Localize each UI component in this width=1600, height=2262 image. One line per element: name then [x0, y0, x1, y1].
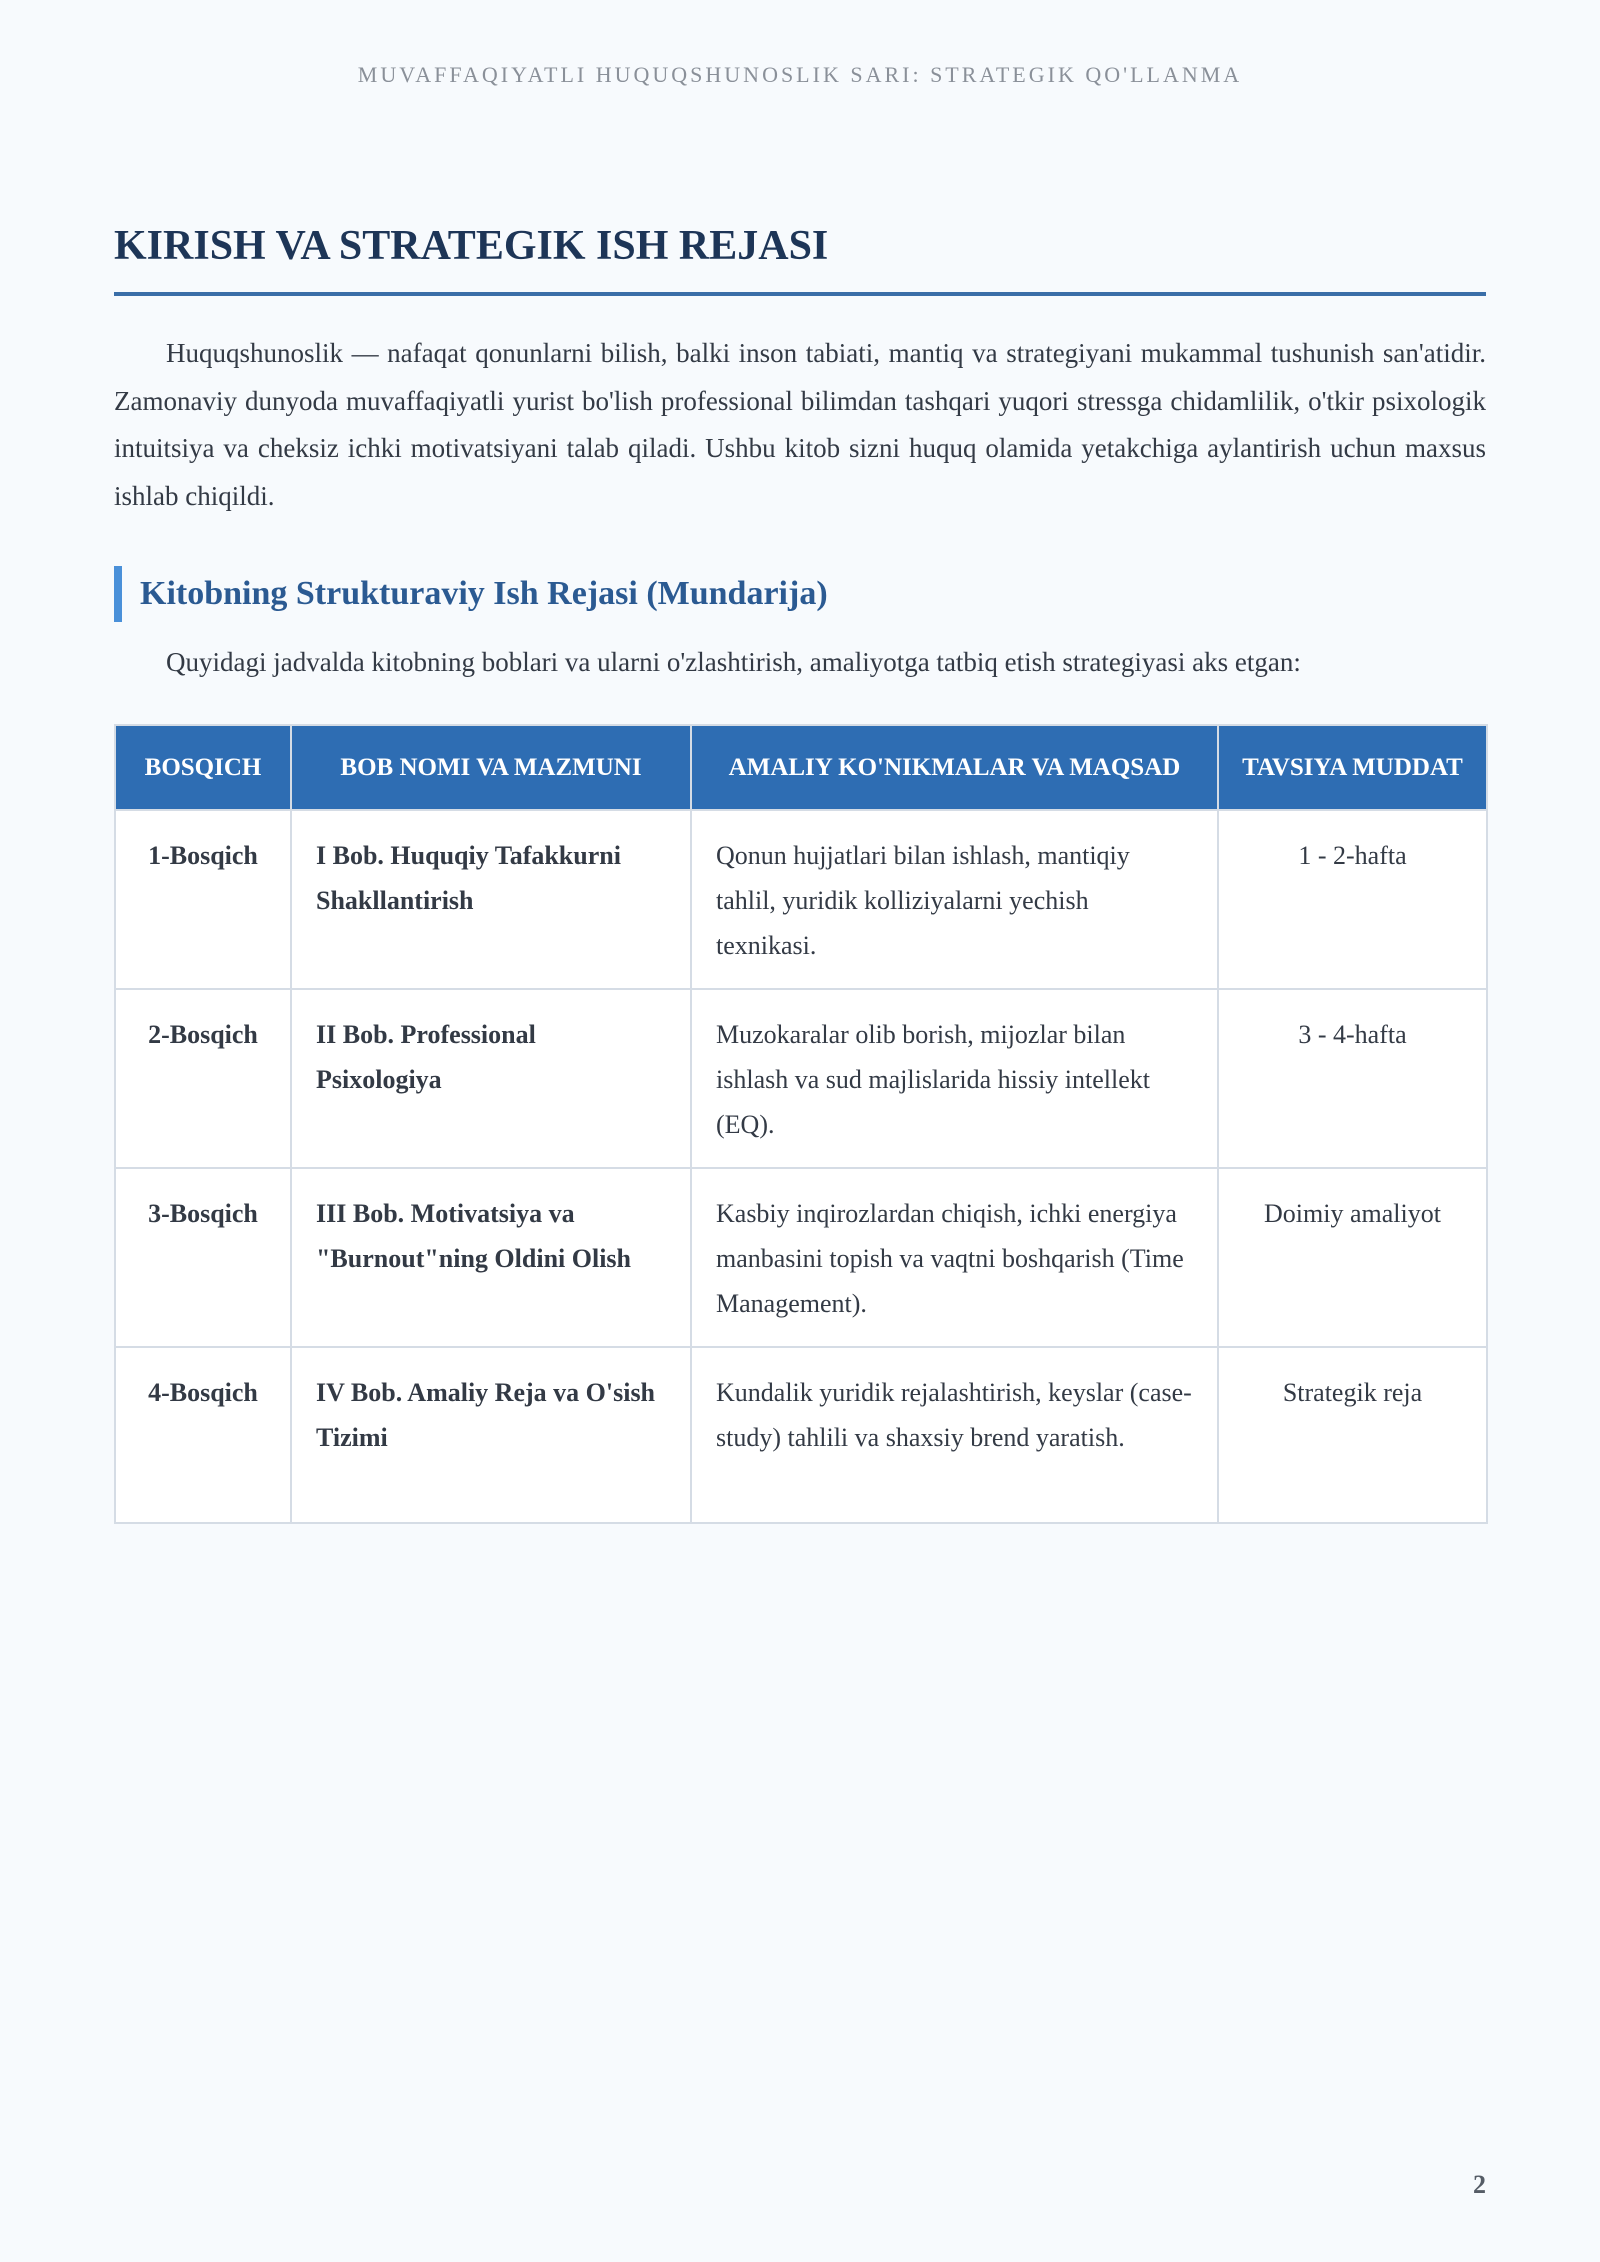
skills-cell: Qonun hujjatlari bilan ishlash, mantiqiy tahlil, yuridik kolliziyalarni yechish texnikasi. [691, 810, 1218, 989]
stage-cell: 2-Bosqich [115, 989, 291, 1168]
column-header-stage: BOSQICH [115, 725, 291, 810]
duration-cell: Strategik reja [1218, 1347, 1487, 1523]
skills-cell: Kasbiy inqirozlardan chiqish, ichki energiya manbasini topish va vaqtni boshqarish (Time Management). [691, 1168, 1218, 1347]
stage-cell: 1-Bosqich [115, 810, 291, 989]
chapter-cell: I Bob. Huquqiy Tafakkurni Shakllantirish [291, 810, 691, 989]
table-row [115, 1168, 1487, 1347]
column-header-duration: TAVSIYA MUDDAT [1218, 725, 1487, 810]
stage-cell: 4-Bosqich [115, 1347, 291, 1523]
table-row [115, 989, 1487, 1168]
duration-cell: 3 - 4-hafta [1218, 989, 1487, 1168]
stage-cell: 3-Bosqich [115, 1168, 291, 1347]
page-content [114, 220, 1486, 1524]
chapter-cell: III Bob. Motivatsiya va "Burnout"ning Oldini Olish [291, 1168, 691, 1347]
chapter-cell: IV Bob. Amaliy Reja va O'sish Tizimi [291, 1347, 691, 1523]
table-header-row [115, 725, 1487, 810]
page-title: KIRISH VA STRATEGIK ISH REJASI [114, 220, 1486, 296]
intro-paragraph: Huquqshunoslik — nafaqat qonunlarni bilish, balki inson tabiati, mantiq va strategiyani mukammal tushunish san'atidir. Zamonaviy dunyoda muvaffaqiyatli yurist bo'lish professional bilimdan tashqari yuqori stressga chidamlilik, o'tkir psixologik intuitsiya va cheksiz ichki motivatsiyani talab qiladi. Ushbu kitob sizni huquq olamida yetakchiga aylantirish uchun maxsus ishlab chiqildi. [114, 338, 1486, 511]
column-header-skills: AMALIY KO'NIKMALAR VA MAQSAD [691, 725, 1218, 810]
running-header: MUVAFFAQIYATLI HUQUQSHUNOSLIK SARI: STRATEGIK QO'LLANMA [357, 62, 1243, 87]
section-heading: Kitobning Strukturaviy Ish Rejasi (Mundarija) [114, 566, 1486, 622]
duration-cell: Doimiy amaliyot [1218, 1168, 1487, 1347]
column-header-chapter: BOB NOMI VA MAZMUNI [291, 725, 691, 810]
table-row [115, 1347, 1487, 1523]
study-plan-table [114, 724, 1488, 1524]
page-number: 2 [1473, 2170, 1486, 2199]
chapter-cell: II Bob. Professional Psixologiya [291, 989, 691, 1168]
table-row [115, 810, 1487, 989]
duration-cell: 1 - 2-hafta [1218, 810, 1487, 989]
skills-cell: Kundalik yuridik rejalashtirish, keyslar (case-study) tahlili va shaxsiy brend yaratish. [691, 1347, 1218, 1523]
table-intro-paragraph: Quyidagi jadvalda kitobning boblari va ularni o'zlashtirish, amaliyotga tatbiq etish strategiyasi aks etgan: [166, 647, 1301, 677]
skills-cell: Muzokaralar olib borish, mijozlar bilan ishlash va sud majlislarida hissiy intellekt (EQ). [691, 989, 1218, 1168]
